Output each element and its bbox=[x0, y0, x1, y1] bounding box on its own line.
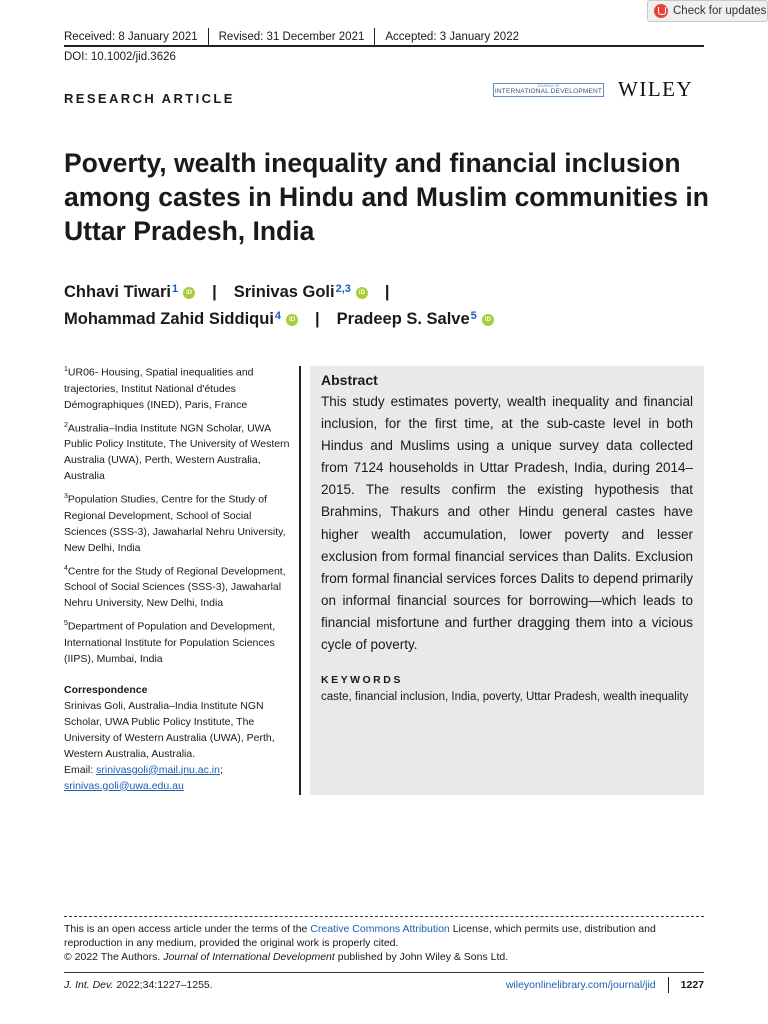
affiliation bbox=[64, 362, 294, 413]
affiliation-text: Population Studies, Centre for the Study of Regional Development, School of Social Sciences (SSS-3), Jawaharlal Nehru University, New Delhi, India bbox=[64, 493, 286, 554]
license-text: License, which permits use, distribution and reproduction in any medium, provided the original work is properly cited. bbox=[64, 923, 656, 949]
citation bbox=[64, 979, 506, 991]
accepted-date: Accepted: 3 January 2022 bbox=[385, 31, 519, 43]
abstract-text: This study estimates poverty, wealth inequality and financial inclusion, for the first time, at the sub-caste level in both Hindus and Muslims using a unique survey data collected from 7124 households in Uttar Pradesh, India, during 2014–2015. The results confirm the existing hypothesis that Brahmins, Thakurs and other Hindu general castes have higher wealth accumulation, lower poverty and lesser exclusion from formal financial services than Dalits. Exclusion from formal financial services forces Dalits to depend primarily on informal financial sources for borrowing—which leads to financial misfortune and further dragging them into a vicious cycle of poverty. bbox=[321, 394, 693, 653]
email-separator: ; bbox=[219, 763, 223, 776]
affiliation-number: 5 bbox=[64, 620, 68, 627]
header-rule bbox=[64, 45, 704, 47]
revised-date: Revised: 31 December 2021 bbox=[218, 31, 365, 43]
author-affiliation-mark[interactable]: 5 bbox=[470, 310, 477, 322]
check-for-updates-button[interactable] bbox=[647, 0, 768, 22]
author-affiliation-mark[interactable]: 4 bbox=[274, 310, 282, 322]
orcid-icon[interactable]: iD bbox=[286, 314, 298, 326]
abstract-box bbox=[310, 366, 704, 795]
correspondence-text: Srinivas Goli, Australia–India Institute NGN Scholar, UWA Public Policy Institute, The University of Western Australia (UWA), Perth, Western Australia, Australia. bbox=[64, 699, 275, 760]
email-label: Email: bbox=[64, 763, 94, 776]
divider bbox=[668, 977, 669, 993]
publisher-logo: WILEY bbox=[618, 77, 694, 101]
affiliation-text: UR06- Housing, Spatial inequalities and trajectories, Institut National d'études Démographiques (INED), Paris, France bbox=[64, 366, 254, 411]
author-name: Chhavi Tiwari bbox=[64, 283, 171, 301]
article-dates bbox=[64, 28, 519, 46]
affiliation bbox=[64, 561, 294, 612]
journal-name: Journal of International Development bbox=[163, 951, 335, 963]
check-for-updates-label: Check for updates bbox=[673, 5, 767, 17]
affiliation-number: 4 bbox=[64, 564, 68, 572]
author-list bbox=[64, 279, 494, 333]
received-date: Received: 8 January 2021 bbox=[64, 31, 198, 43]
author bbox=[234, 279, 368, 306]
author-separator: | bbox=[212, 283, 217, 301]
keywords-text: caste, financial inclusion, India, poverty, Uttar Pradesh, wealth inequality bbox=[321, 691, 689, 704]
affiliation bbox=[64, 616, 294, 667]
footer-rule bbox=[64, 972, 704, 973]
journal-abbreviation: J. Int. Dev. bbox=[64, 979, 114, 991]
author-line bbox=[64, 279, 494, 306]
correspondence-email bbox=[64, 762, 294, 794]
article-type: RESEARCH ARTICLE bbox=[64, 91, 235, 106]
affiliations bbox=[64, 362, 294, 794]
orcid-icon[interactable]: iD bbox=[356, 287, 368, 299]
journal-logo-main: INTERNATIONAL DEVELOPMENT bbox=[494, 87, 603, 95]
doi: DOI: 10.1002/jid.3626 bbox=[64, 51, 176, 63]
author-separator: | bbox=[315, 310, 320, 328]
journal-logo-small: JOURNAL OF bbox=[537, 84, 560, 88]
creative-commons-link[interactable]: Creative Commons Attribution bbox=[310, 923, 450, 935]
copyright-text: © 2022 The Authors. bbox=[64, 951, 164, 963]
license-rule bbox=[64, 916, 704, 917]
bookmark-icon bbox=[654, 4, 668, 18]
abstract-heading: Abstract bbox=[321, 372, 378, 388]
author-affiliation-mark[interactable]: 1 bbox=[171, 283, 179, 295]
journal-url-link[interactable]: wileyonlinelibrary.com/journal/jid bbox=[505, 979, 656, 991]
correspondence-heading: Correspondence bbox=[64, 683, 148, 696]
affiliation bbox=[64, 418, 294, 485]
copyright-text: published by John Wiley & Sons Ltd. bbox=[334, 951, 509, 963]
affiliation-text: Centre for the Study of Regional Development, School of Social Sciences (SSS-3), Jawaharlal Nehru University, New Delhi, India bbox=[64, 565, 286, 609]
affiliation-text: Department of Population and Development, International Institute for Population Sciences (IIPS), Mumbai, India bbox=[64, 620, 276, 665]
affiliation-number: 1 bbox=[64, 366, 68, 373]
author-name: Srinivas Goli bbox=[233, 283, 335, 301]
orcid-icon[interactable]: iD bbox=[482, 314, 494, 326]
author-line bbox=[64, 306, 494, 333]
license-notice bbox=[64, 922, 704, 964]
author-name: Mohammad Zahid Siddiqui bbox=[64, 310, 274, 328]
orcid-icon[interactable]: iD bbox=[183, 287, 195, 299]
author bbox=[337, 306, 494, 333]
divider bbox=[208, 28, 209, 46]
author-name: Pradeep S. Salve bbox=[336, 310, 470, 328]
email-link[interactable]: srinivasgoli@mail.jnu.ac.in bbox=[96, 763, 220, 776]
author-separator: | bbox=[384, 283, 390, 301]
author-affiliation-mark[interactable]: 2,3 bbox=[335, 283, 351, 295]
author bbox=[64, 279, 195, 306]
affiliation-text: Australia–India Institute NGN Scholar, UWA Public Policy Institute, The University of Western Australia (UWA), Perth, Western Australia, Australia bbox=[64, 422, 290, 482]
citation-details: 2022;34:1227–1255. bbox=[113, 979, 213, 991]
divider bbox=[374, 28, 375, 46]
column-divider bbox=[299, 366, 301, 795]
affiliation bbox=[64, 489, 294, 556]
journal-logo bbox=[493, 83, 604, 97]
article-title: Poverty, wealth inequality and financial inclusion among castes in Hindu and Muslim communities in Uttar Pradesh, India bbox=[64, 148, 709, 246]
email-link[interactable]: srinivas.goli@uwa.edu.au bbox=[64, 779, 184, 792]
keywords-heading: KEYWORDS bbox=[321, 674, 403, 687]
affiliation-number: 3 bbox=[64, 493, 68, 500]
license-text: This is an open access article under the terms of the bbox=[64, 923, 311, 935]
author bbox=[64, 306, 298, 333]
page-footer bbox=[64, 977, 704, 993]
affiliation-number: 2 bbox=[64, 421, 68, 429]
page-number: 1227 bbox=[680, 979, 704, 991]
